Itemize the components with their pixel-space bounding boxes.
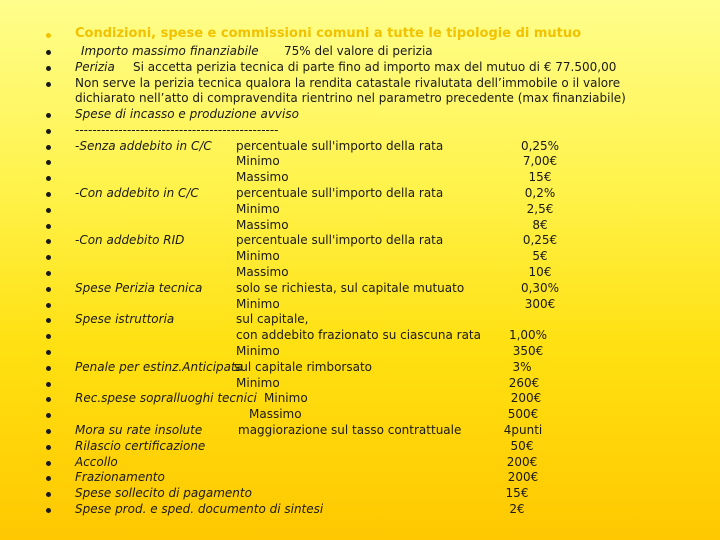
list-item xyxy=(0,438,720,454)
label: -Senza addebito in C/C xyxy=(75,139,212,153)
value: 4punti xyxy=(503,423,543,437)
list-item xyxy=(0,296,720,312)
label: Spese prod. e sped. documento di sintesi xyxy=(75,502,324,516)
description: percentuale sull'importo della rata xyxy=(236,186,444,200)
label: Rec.spese sopralluoghi tecnici xyxy=(75,391,257,405)
bullet xyxy=(46,145,51,150)
list-item xyxy=(0,201,720,217)
value: 260€ xyxy=(508,376,540,390)
description: solo se richiesta, sul capitale mutuato xyxy=(236,281,465,295)
value: 7,00€ xyxy=(522,154,558,168)
description: maggiorazione sul tasso contrattuale xyxy=(238,423,462,437)
label: Mora su rate insolute xyxy=(75,423,203,437)
bullet xyxy=(46,271,51,276)
list-item xyxy=(0,375,720,391)
list-item xyxy=(0,343,720,359)
label: Frazionamento xyxy=(75,470,165,484)
description: Minimo xyxy=(236,202,280,216)
label: Spese Perizia tecnica xyxy=(75,281,203,295)
value: 0,30% xyxy=(520,281,560,295)
bullet xyxy=(46,429,51,434)
description: percentuale sull'importo della rata xyxy=(236,233,444,247)
bullet xyxy=(46,445,51,450)
description: Massimo xyxy=(236,218,289,232)
value: Si accetta perizia tecnica di parte fino ad importo max del mutuo di € 77.500,00 xyxy=(133,60,617,74)
description: Massimo xyxy=(236,265,289,279)
description: con addebito frazionato su ciascuna rata xyxy=(236,328,481,342)
bullet xyxy=(46,397,51,402)
list-item xyxy=(0,327,720,343)
text: Non serve la perizia tecnica qualora la rendita catastale rivalutata dell’immobile o il valore xyxy=(75,76,621,90)
list-item xyxy=(0,75,720,91)
description: Massimo xyxy=(236,170,289,184)
value: 5€ xyxy=(532,249,548,263)
bullet xyxy=(46,255,51,260)
value: 50€ xyxy=(510,439,534,453)
list-item-continuation xyxy=(0,90,720,106)
value: 500€ xyxy=(507,407,539,421)
description: Minimo xyxy=(236,344,280,358)
value: 15€ xyxy=(505,486,529,500)
bullet xyxy=(46,129,51,134)
value: 350€ xyxy=(512,344,544,358)
value: 1,00% xyxy=(508,328,548,342)
bullet xyxy=(46,492,51,497)
bullet xyxy=(46,461,51,466)
value: 2,5€ xyxy=(526,202,554,216)
slide-title: Condizioni, spese e commissioni comuni a tutte le tipologie di mutuo xyxy=(75,26,582,41)
list-item xyxy=(0,280,720,296)
bullet xyxy=(46,33,51,38)
value: 10€ xyxy=(528,265,552,279)
list-item xyxy=(0,359,720,375)
list-item xyxy=(0,390,720,406)
list-item xyxy=(0,185,720,201)
value: 200€ xyxy=(506,455,538,469)
list-item xyxy=(0,43,720,59)
list-item xyxy=(0,406,720,422)
bullet xyxy=(46,508,51,513)
bullet xyxy=(46,66,51,71)
bullet xyxy=(46,318,51,323)
label: Spese istruttoria xyxy=(75,312,175,326)
description: Minimo xyxy=(236,297,280,311)
bullet xyxy=(46,50,51,55)
list-item xyxy=(0,153,720,169)
label: Spese di incasso e produzione avviso xyxy=(75,107,299,121)
description: sul capitale, xyxy=(236,312,309,326)
description: Massimo xyxy=(249,407,302,421)
label: Penale per estinz.Anticipata xyxy=(75,360,244,374)
description: Minimo xyxy=(236,376,280,390)
bullet xyxy=(46,366,51,371)
value: 2€ xyxy=(509,502,525,516)
list-item xyxy=(0,311,720,327)
value: 8€ xyxy=(532,218,548,232)
label: Importo massimo finanziabile xyxy=(81,44,259,58)
label: Perizia xyxy=(75,60,115,74)
list-item xyxy=(0,122,720,138)
bullet xyxy=(46,287,51,292)
bullet xyxy=(46,476,51,481)
description: Minimo xyxy=(236,154,280,168)
text: dichiarato nell’atto di compravendita rientrino nel parametro precedente (max finanziabile) xyxy=(75,91,626,105)
bullet xyxy=(46,224,51,229)
value: 75% del valore di perizia xyxy=(284,44,433,58)
label: Accollo xyxy=(75,455,118,469)
list-item xyxy=(0,232,720,248)
divider-text: ----------------------------------------------- xyxy=(75,123,279,137)
bullet xyxy=(46,413,51,418)
bullet xyxy=(46,113,51,118)
bullet xyxy=(46,160,51,165)
description: Minimo xyxy=(236,249,280,263)
list-item xyxy=(0,264,720,280)
value: 15€ xyxy=(528,170,552,184)
description: sul capitale rimborsato xyxy=(234,360,372,374)
bullet xyxy=(46,350,51,355)
bullet xyxy=(46,82,51,87)
description: percentuale sull'importo della rata xyxy=(236,139,444,153)
bullet xyxy=(46,303,51,308)
label: -Con addebito in C/C xyxy=(75,186,199,200)
value: 200€ xyxy=(507,470,539,484)
list-item xyxy=(0,59,720,75)
list-item xyxy=(0,501,720,517)
list-item xyxy=(0,217,720,233)
bullet xyxy=(46,239,51,244)
value: 300€ xyxy=(524,297,556,311)
list-item xyxy=(0,485,720,501)
value: 3% xyxy=(512,360,532,374)
description: Minimo xyxy=(264,391,308,405)
list-item xyxy=(0,422,720,438)
list-item xyxy=(0,248,720,264)
bullet xyxy=(46,382,51,387)
bullet xyxy=(46,334,51,339)
list-item xyxy=(0,169,720,185)
list-item xyxy=(0,106,720,122)
list-item xyxy=(0,469,720,485)
list-item xyxy=(0,454,720,470)
value: 200€ xyxy=(510,391,542,405)
bullet xyxy=(46,192,51,197)
bullet xyxy=(46,208,51,213)
bullet xyxy=(46,176,51,181)
label: Spese sollecito di pagamento xyxy=(75,486,252,500)
value: 0,2% xyxy=(524,186,556,200)
label: -Con addebito RID xyxy=(75,233,185,247)
label: Rilascio certificazione xyxy=(75,439,206,453)
value: 0,25% xyxy=(520,139,560,153)
value: 0,25€ xyxy=(522,233,558,247)
list-item xyxy=(0,138,720,154)
